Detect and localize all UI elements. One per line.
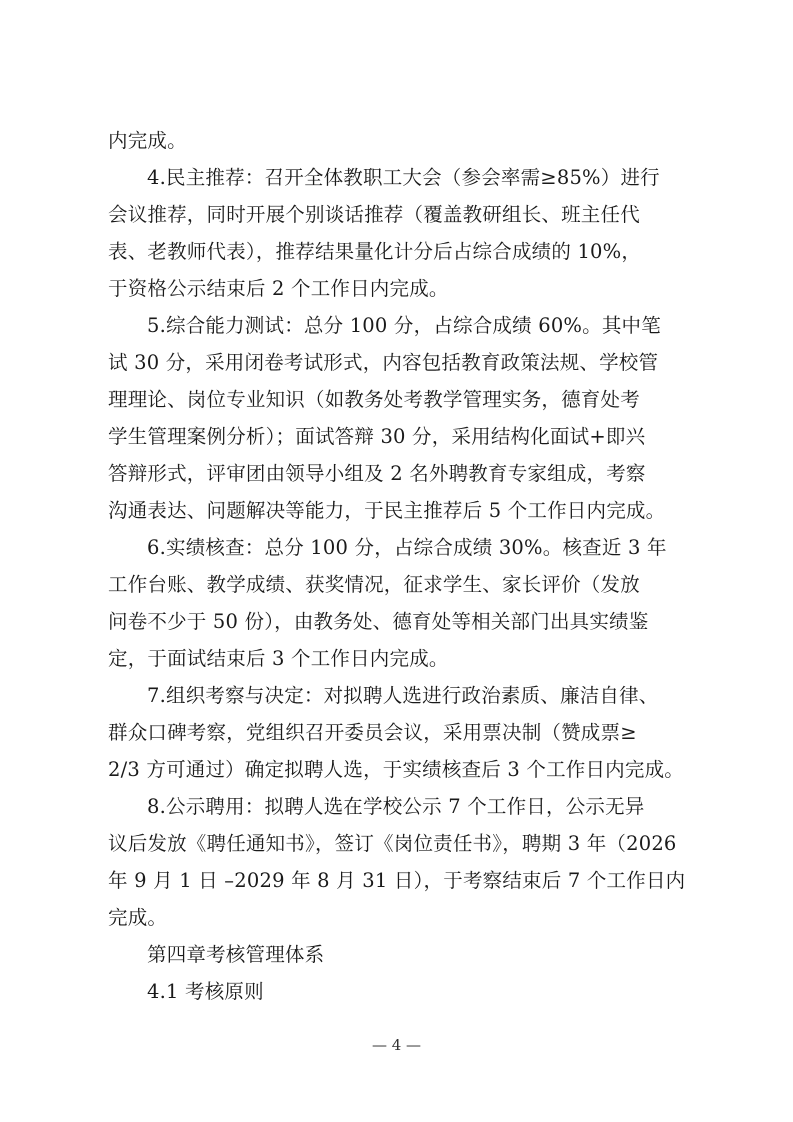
- text-line: 内完成。: [108, 129, 187, 152]
- text-line: 6.实绩核查：总分 100 分，占综合成绩 30%。核查近 3 年: [147, 536, 667, 559]
- text-line: 问卷不少于 50 份），由教务处、德育处等相关部门出具实绩鉴: [108, 610, 649, 633]
- text-line: 工作台账、教学成绩、获奖情况，征求学生、家长评价（发放: [108, 573, 640, 596]
- text-line: 议后发放《聘任通知书》，签订《岗位责任书》，聘期 3 年（2026: [108, 832, 677, 855]
- text-line: 2/3 方可通过）确定拟聘人选，于实绩核查后 3 个工作日内完成。: [108, 758, 684, 781]
- text-line: 会议推荐，同时开展个别谈话推荐（覆盖教研组长、班主任代: [108, 203, 640, 226]
- body-text: [108, 122, 688, 1010]
- text-line: 5.综合能力测试：总分 100 分，占综合成绩 60%。其中笔: [147, 314, 661, 337]
- text-line: 8.公示聘用：拟聘人选在学校公示 7 个工作日，公示无异: [147, 795, 645, 818]
- text-line: 年 9 月 1 日 –2029 年 8 月 31 日），于考察结束后 7 个工作日内: [108, 869, 686, 892]
- text-line: 群众口碑考察，党组织召开委员会议，采用票决制（赞成票≥: [108, 721, 637, 744]
- text-line: 定，于面试结束后 3 个工作日内完成。: [108, 647, 449, 670]
- text-line: 4.民主推荐：召开全体教职工大会（参会率需≥85%）进行: [147, 166, 660, 189]
- text-line: 理理论、岗位专业知识（如教务处考教学管理实务，德育处考: [108, 388, 640, 411]
- text-line: 于资格公示结束后 2 个工作日内完成。: [108, 277, 449, 300]
- page-number: — 4 —: [371, 1036, 422, 1054]
- text-line: 4.1 考核原则: [147, 980, 264, 1003]
- text-line: 沟通表达、问题解决等能力，于民主推荐后 5 个工作日内完成。: [108, 499, 666, 522]
- text-line: 表、老教师代表），推荐结果量化计分后占综合成绩的 10%，: [108, 240, 642, 263]
- text-line: 完成。: [108, 906, 168, 929]
- text-line: 7.组织考察与决定：对拟聘人选进行政治素质、廉洁自律、: [147, 684, 659, 707]
- text-line: 试 30 分，采用闭卷考试形式，内容包括教育政策法规、学校管: [108, 351, 659, 374]
- text-line: 第四章考核管理体系: [147, 943, 325, 966]
- text-line: 答辩形式，评审团由领导小组及 2 名外聘教育专家组成，考察: [108, 462, 646, 485]
- text-line: 学生管理案例分析）；面试答辩 30 分，采用结构化面试+即兴: [108, 425, 646, 448]
